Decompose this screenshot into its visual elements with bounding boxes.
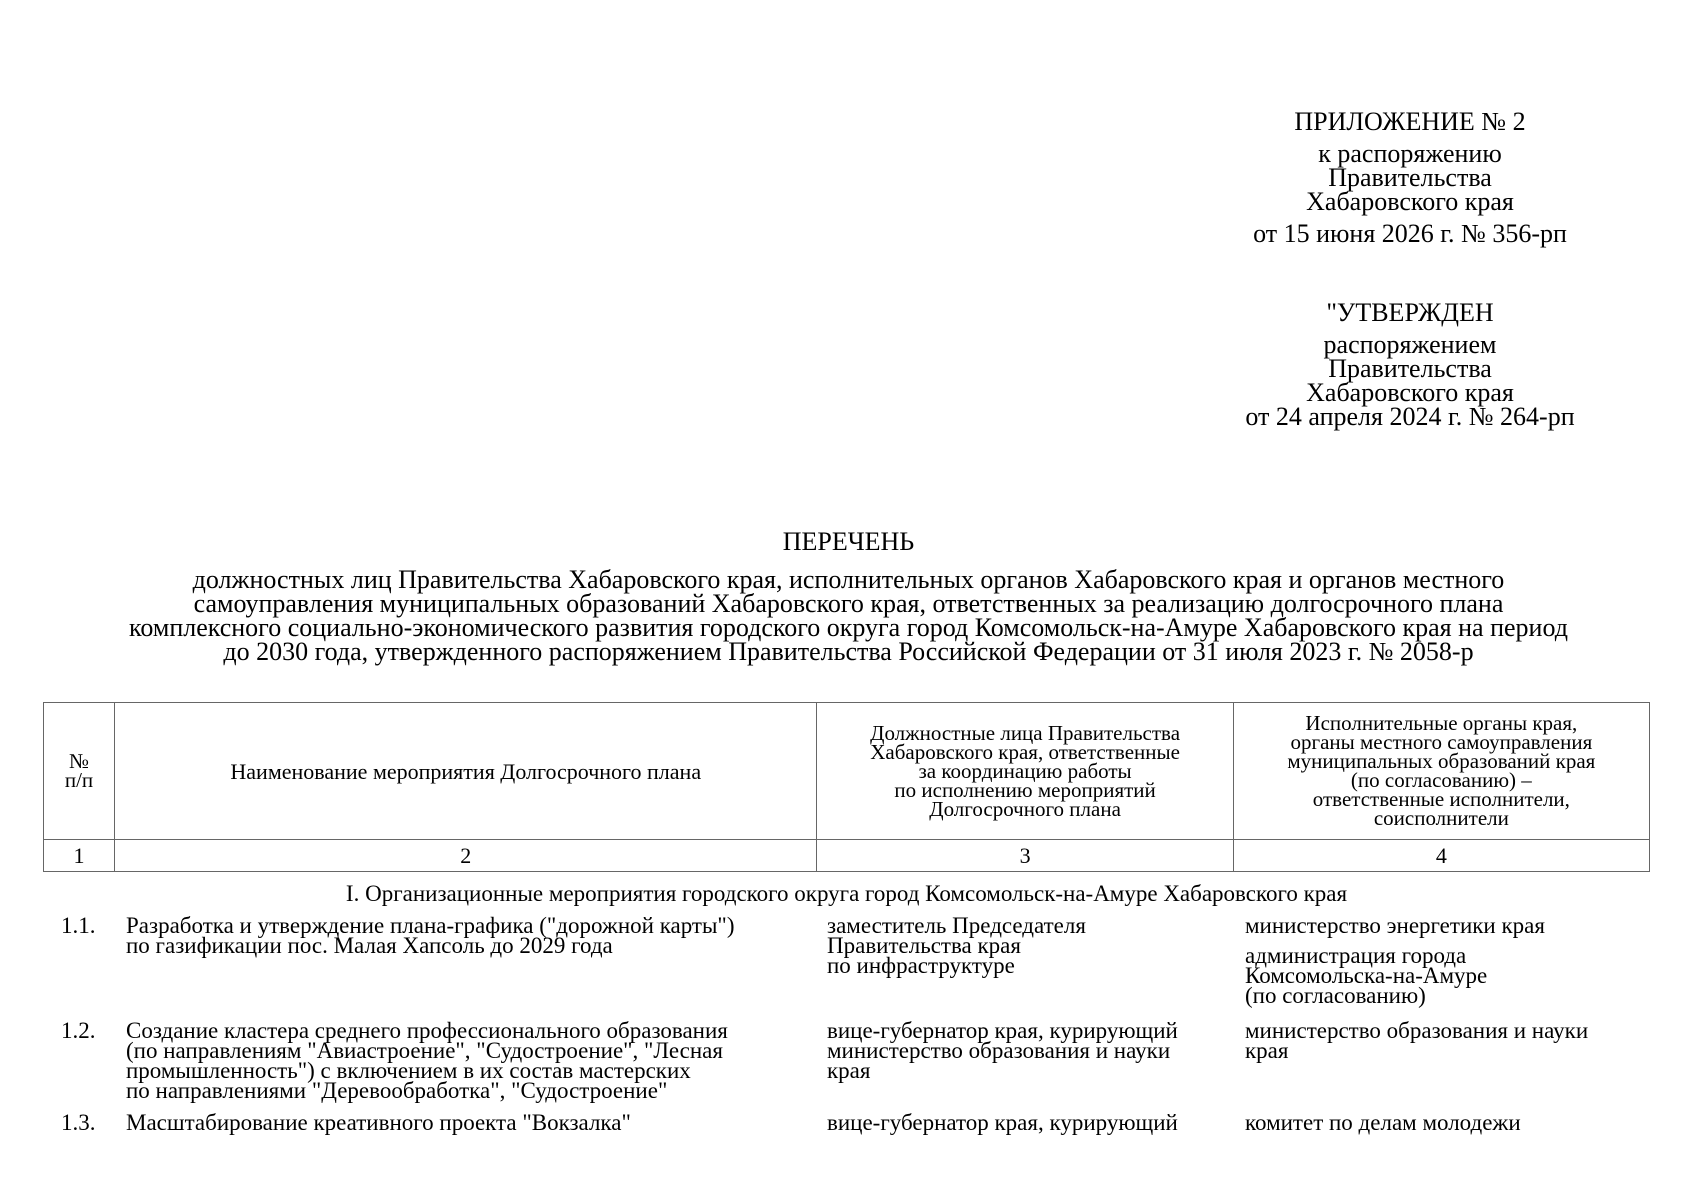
- approval-line: Хабаровского края: [1306, 378, 1514, 407]
- header-line: Хабаровского края, ответственные: [870, 739, 1180, 764]
- row-official: [827, 1018, 1237, 1083]
- text-line: промышленность") с включением в их состав мастерских: [126, 1058, 691, 1083]
- row-activity-name: [126, 1018, 826, 1103]
- section-heading: I. Организационные мероприятия городского округа город Комсомольск-на-Амуре Хабаровского края: [345, 881, 1348, 906]
- row-activity-name: [126, 913, 826, 958]
- text-line: по инфраструктуре: [827, 953, 1015, 978]
- text-line: администрация города: [1245, 943, 1467, 968]
- text-line: министерство образования и науки: [827, 1038, 1171, 1063]
- text-line: министерство образования и науки: [1245, 1018, 1589, 1043]
- document-subtitle-line: самоуправления муниципальных образований Хабаровского края, ответственных за реализацию долгосрочного плана: [193, 589, 1504, 618]
- appendix-line: Правительства: [1328, 163, 1492, 192]
- text-line: вице-губернатор края, курирующий: [827, 1110, 1178, 1135]
- approval-title: "УТВЕРЖДЕН: [1326, 298, 1494, 327]
- text-line: Правительства края: [827, 933, 1021, 958]
- approval-date: от 24 апреля 2024 г. № 264-рп: [1245, 402, 1575, 431]
- text-line: Разработка и утверждение плана-графика ("дорожной карты"): [126, 913, 735, 938]
- appendix-line: Хабаровского края: [1306, 187, 1514, 216]
- text-line: Создание кластера среднего профессионального образования: [126, 1018, 728, 1043]
- approval-line: Правительства: [1328, 354, 1492, 383]
- header-line: ответственные исполнители,: [1312, 787, 1570, 812]
- header-line: органы местного самоуправления: [1290, 730, 1593, 755]
- text-line: края: [1245, 1038, 1289, 1063]
- header-line: соисполнители: [1373, 806, 1509, 831]
- table-header: [43, 702, 1650, 872]
- text-line: комитет по делам молодежи: [1245, 1110, 1521, 1135]
- header-line: Должностные лица Правительства: [870, 720, 1181, 745]
- header-officials: [817, 703, 1233, 840]
- text-line: (по направлениям "Авиастроение", "Судостроение", "Лесная: [126, 1038, 723, 1063]
- column-number-row: [44, 840, 1650, 872]
- row-executors: [1245, 913, 1655, 1008]
- row-number: 1.1.: [61, 913, 96, 938]
- header-number: [44, 703, 115, 840]
- header-line: Исполнительные органы края,: [1305, 711, 1578, 736]
- header-activity-name: [115, 703, 817, 840]
- document-title: [40, 527, 1657, 666]
- text-line: заместитель Председателя: [827, 913, 1086, 938]
- executor-item: [1245, 1018, 1655, 1063]
- executor-item: [1245, 1110, 1655, 1135]
- header-executors: [1233, 703, 1649, 840]
- text-line: Масштабирование креативного проекта "Вокзалка": [126, 1110, 631, 1135]
- text-line: по газификации пос. Малая Хапсоль до 2029 года: [126, 933, 613, 958]
- header-line: Долгосрочного плана: [929, 796, 1121, 821]
- header-line: (по согласованию) –: [1350, 768, 1532, 793]
- approval-block: [1180, 298, 1640, 431]
- row-number: 1.2.: [61, 1018, 96, 1043]
- appendix-date: от 15 июня 2026 г. № 356-рп: [1253, 219, 1567, 248]
- executor-item: [1245, 943, 1655, 1008]
- row-number: 1.3.: [61, 1110, 96, 1135]
- header-line: за координацию работы: [918, 758, 1132, 783]
- column-number: 4: [1233, 840, 1649, 872]
- column-number: 2: [115, 840, 817, 872]
- appendix-block: [1180, 107, 1640, 248]
- header-line: п/п: [64, 768, 94, 793]
- row-executors: [1245, 1018, 1655, 1063]
- appendix-title: ПРИЛОЖЕНИЕ № 2: [1294, 107, 1526, 136]
- header-line: Наименование мероприятия Долгосрочного плана: [230, 758, 702, 784]
- executor-item: [1245, 913, 1655, 938]
- text-line: Комсомольска-на-Амуре: [1245, 963, 1488, 988]
- row-official: [827, 1110, 1237, 1135]
- document-subtitle-line: до 2030 года, утвержденного распоряжением Правительства Российской Федерации от 31 июля 2023 г. № 2058-р: [223, 637, 1474, 666]
- text-line: по направлениями "Деревообработка", "Судостроение": [126, 1078, 668, 1103]
- document-subtitle-line: комплексного социально-экономического развития городского округа город Комсомольск-на-Амуре Хабаровского края на период: [129, 613, 1568, 642]
- column-number: 1: [44, 840, 115, 872]
- text-line: министерство энергетики края: [1245, 913, 1545, 938]
- document-heading: ПЕРЕЧЕНЬ: [782, 527, 915, 556]
- header-line: по исполнению мероприятий: [894, 777, 1156, 802]
- header-line: №: [68, 749, 90, 774]
- row-executors: [1245, 1110, 1655, 1135]
- text-line: вице-губернатор края, курирующий: [827, 1018, 1178, 1043]
- row-activity-name: [126, 1110, 826, 1135]
- appendix-line: к распоряжению: [1318, 139, 1502, 168]
- column-number: 3: [817, 840, 1233, 872]
- document-subtitle-line: должностных лиц Правительства Хабаровского края, исполнительных органов Хабаровского края и органов местного: [192, 565, 1505, 594]
- row-official: [827, 913, 1237, 978]
- header-line: муниципальных образований края: [1287, 749, 1596, 774]
- header-row: [44, 703, 1650, 840]
- text-line: (по согласованию): [1245, 983, 1426, 1008]
- approval-line: распоряжением: [1323, 330, 1497, 359]
- text-line: края: [827, 1058, 871, 1083]
